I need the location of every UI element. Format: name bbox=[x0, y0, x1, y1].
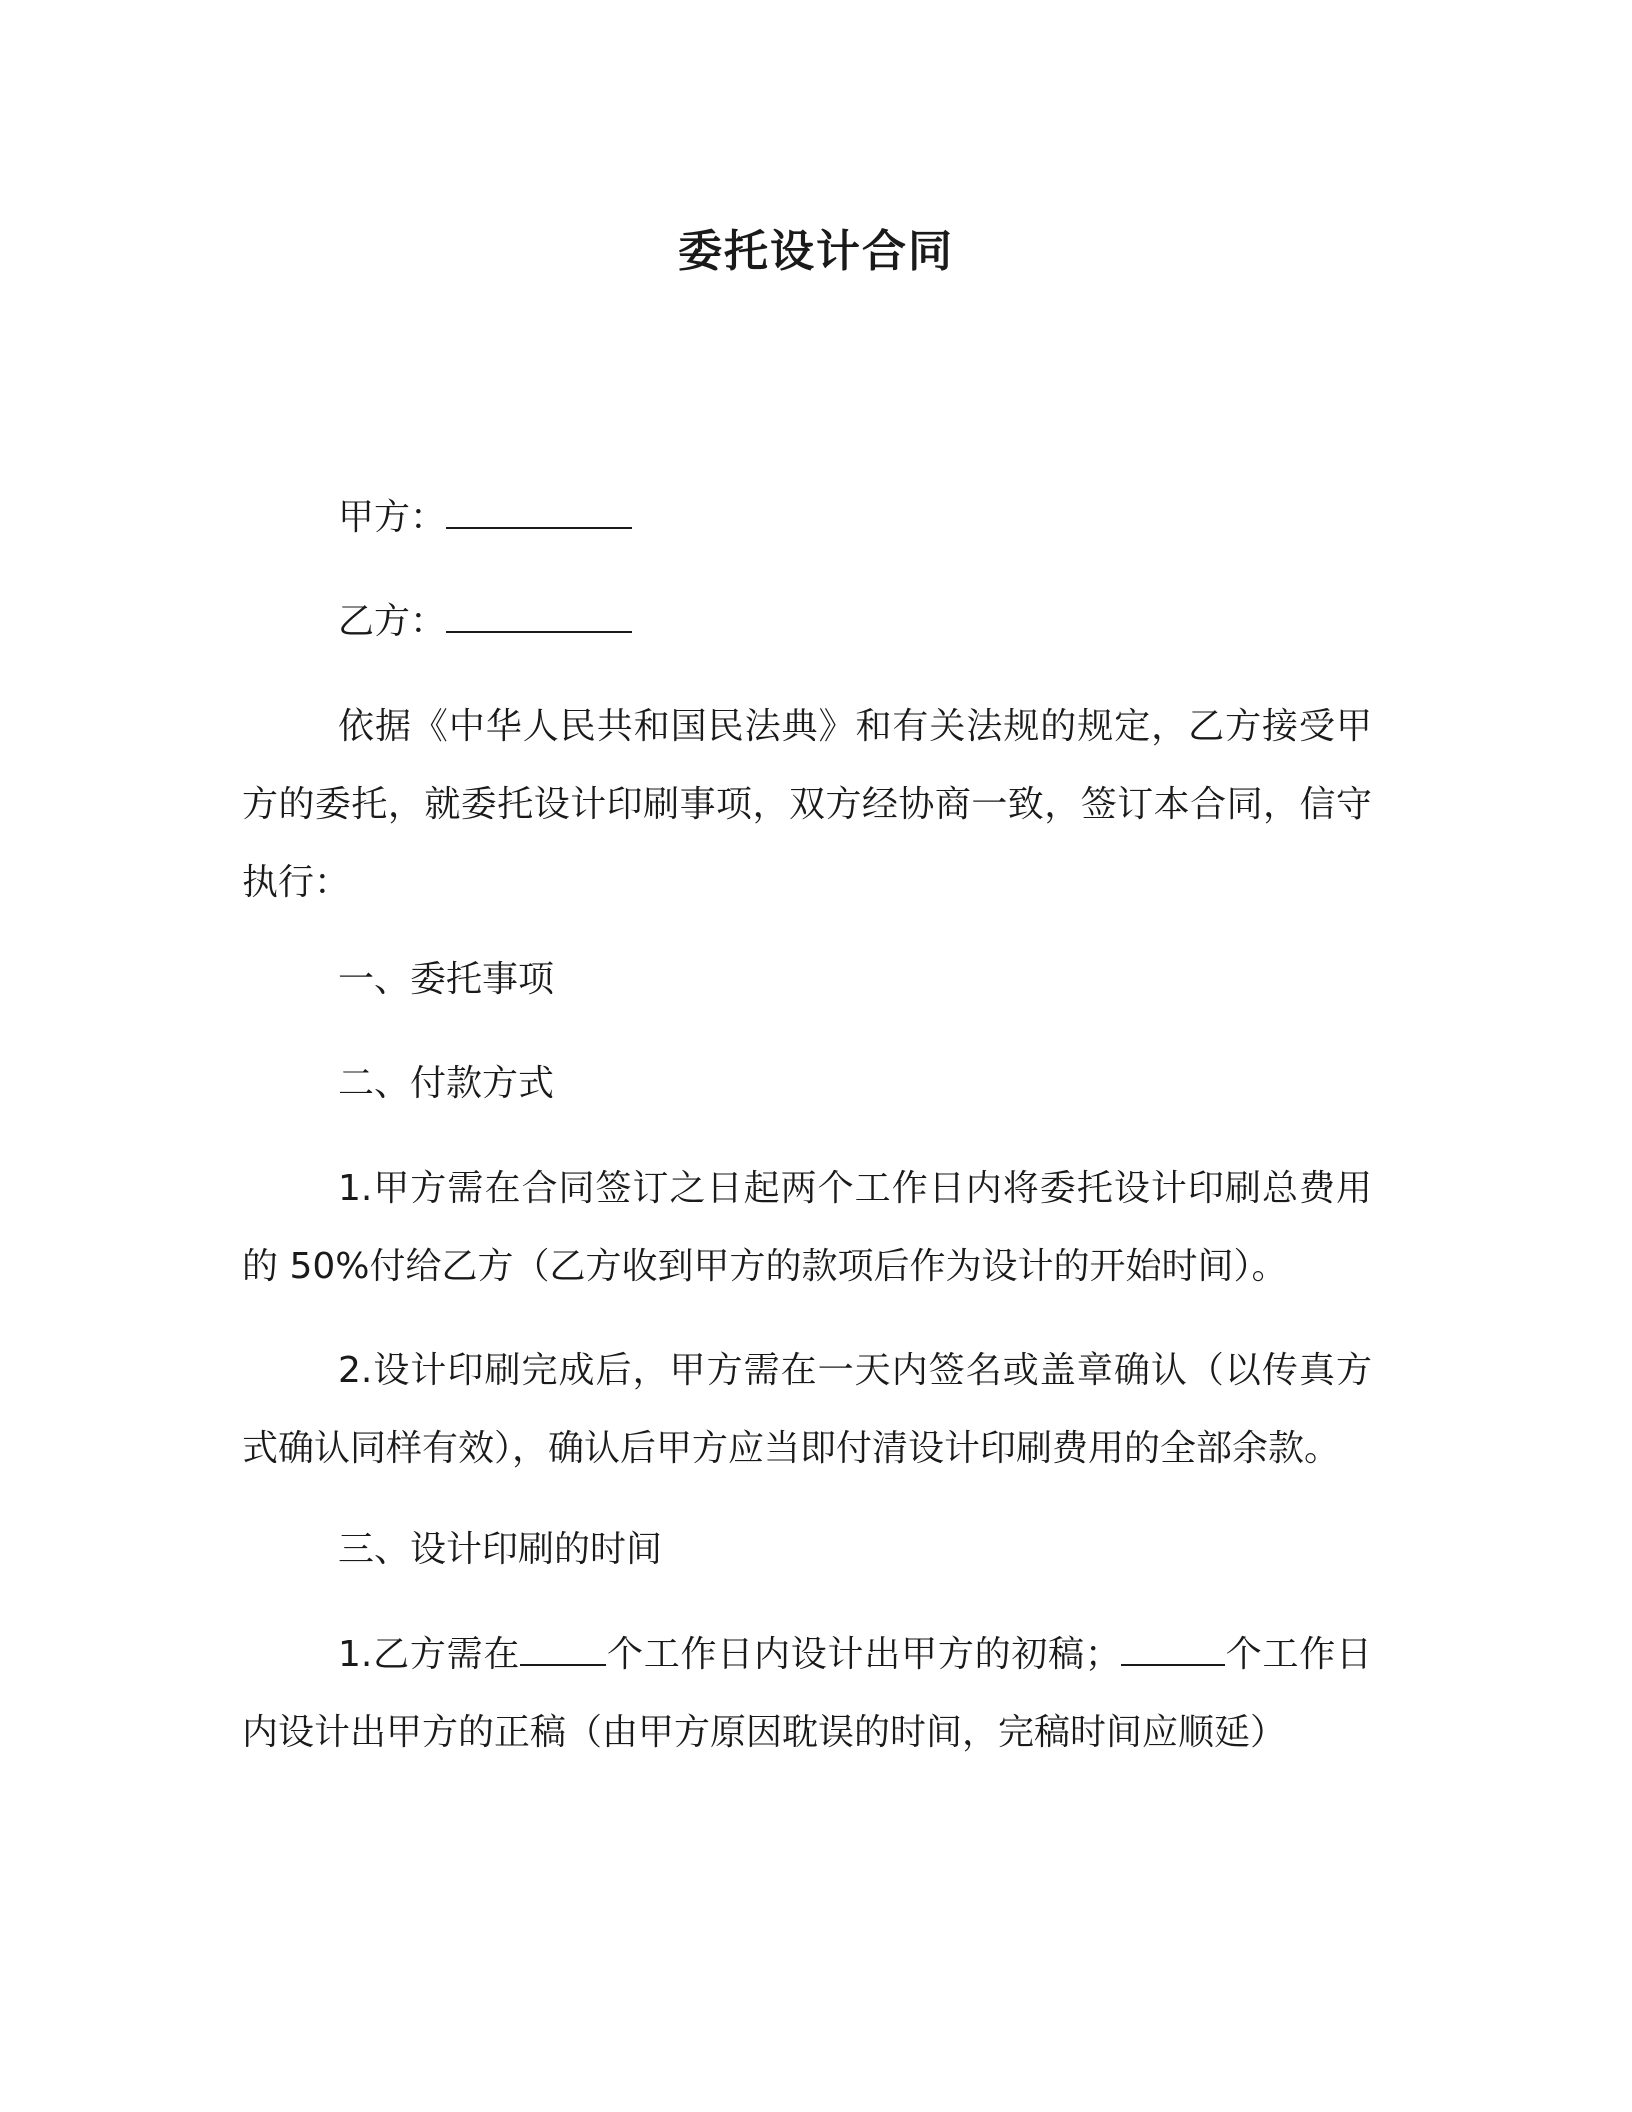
section-3-item-1-text-c: 个工作日内设计出甲方的正稿（由甲方原因耽误的时间，完稿时间应顺延） bbox=[242, 1634, 1372, 1753]
section-2-heading: 二、付款方式 bbox=[338, 1063, 555, 1104]
section-2-item-1: 1.甲方需在合同签订之日起两个工作日内将委托设计印刷总费用的 50%付给乙方（乙方收到甲方的款项后作为设计的开始时间）。 bbox=[242, 1168, 1372, 1287]
section-3-item-1-text-a: 1.乙方需在 bbox=[338, 1634, 521, 1675]
intro-paragraph: 依据《中华人民共和国民法典》和有关法规的规定，乙方接受甲方的委托，就委托设计印刷事项，双方经协商一致，签订本合同，信守执行： bbox=[242, 706, 1372, 903]
section-2-item-2: 2.设计印刷完成后，甲方需在一天内签名或盖章确认（以传真方式确认同样有效），确认后甲方应当即付清设计印刷费用的全部余款。 bbox=[242, 1350, 1372, 1469]
final-draft-days-blank bbox=[1121, 1626, 1225, 1666]
section-3-item-1 bbox=[242, 1616, 1372, 1772]
section-3-heading: 三、设计印刷的时间 bbox=[338, 1529, 663, 1570]
party-a-blank bbox=[446, 489, 632, 529]
section-1-heading: 一、委托事项 bbox=[338, 959, 555, 1000]
party-b-label: 乙方： bbox=[338, 601, 447, 642]
party-a-label: 甲方： bbox=[338, 497, 447, 538]
document-title: 委托设计合同 bbox=[678, 226, 954, 277]
party-a-line bbox=[338, 488, 632, 548]
initial-draft-days-blank bbox=[520, 1626, 606, 1666]
section-3-item-1-text-b: 个工作日内设计出甲方的初稿； bbox=[606, 1634, 1121, 1675]
party-b-line bbox=[338, 592, 632, 652]
party-b-blank bbox=[446, 593, 632, 633]
